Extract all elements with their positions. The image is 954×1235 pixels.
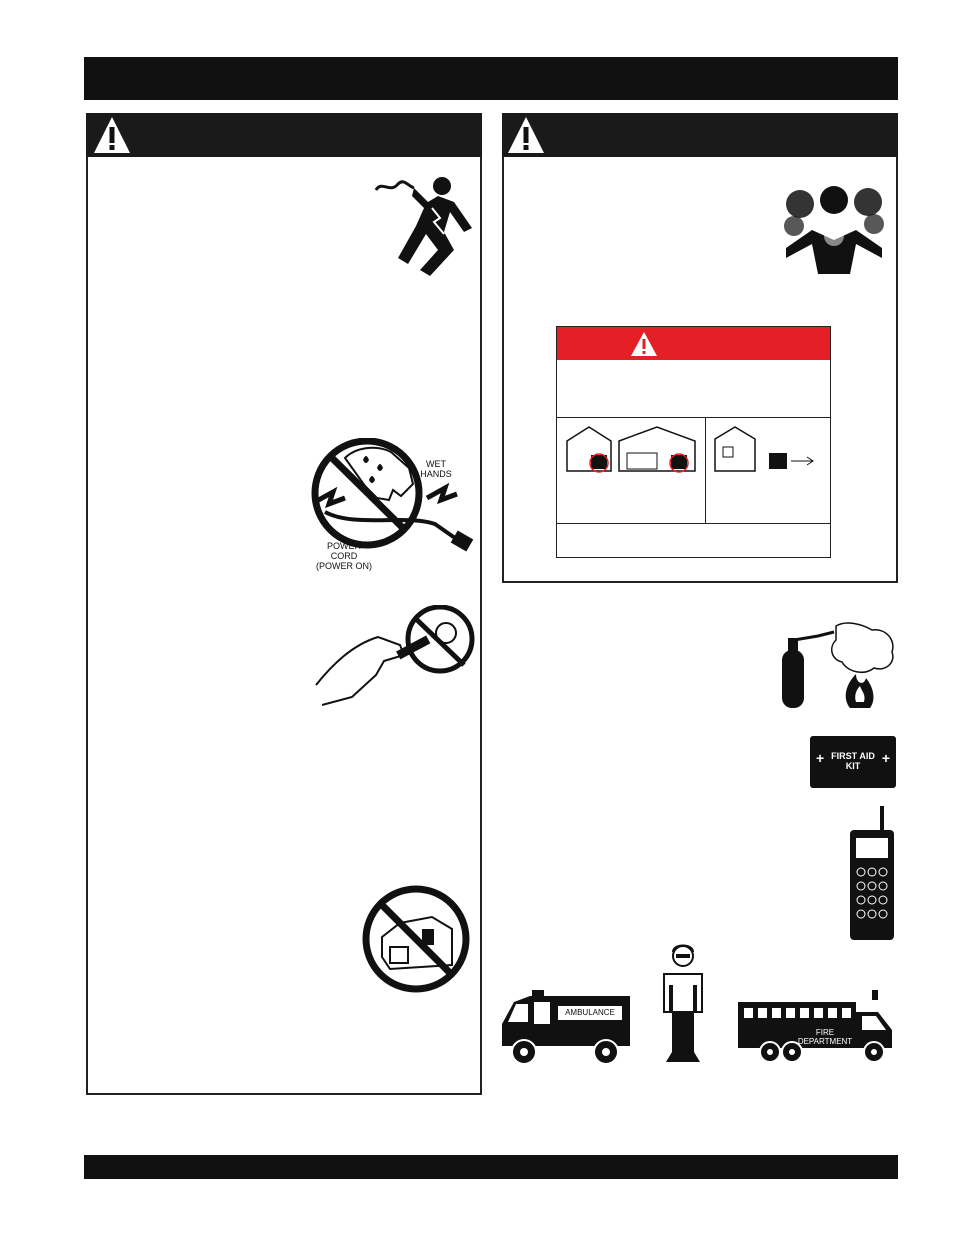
danger-label-divider-mid (705, 417, 706, 523)
fire-truck-icon (736, 988, 896, 1066)
danger-label (556, 326, 831, 558)
first-aid-kit-label: FIRST AID KIT (831, 751, 875, 771)
no-backfeed-house-icon (360, 883, 472, 995)
warning-triangle-icon (629, 330, 659, 358)
carbon-monoxide-icon (782, 182, 886, 274)
top-header-bar (84, 57, 898, 100)
bottom-footer-bar (84, 1155, 898, 1179)
danger-label-header (557, 327, 830, 360)
fire-extinguisher-icon (776, 622, 898, 712)
power-cord-label: POWER CORD (POWER ON) (316, 541, 372, 571)
fire-department-label: FIRE DEPARTMENT (797, 1028, 853, 1046)
cell-phone-icon (848, 806, 896, 942)
emergency-worker-icon (660, 940, 706, 1064)
screwdriver-outlet-prohibited-icon (312, 605, 478, 709)
danger-label-divider-bottom (557, 523, 830, 524)
first-aid-kit-icon (810, 736, 896, 788)
indoor-generator-prohibited-icon (563, 423, 701, 473)
right-warning-header (502, 113, 898, 157)
ambulance-label: AMBULANCE (565, 1008, 615, 1017)
plus-icon: + (816, 750, 825, 766)
wet-hands-label: WET HANDS (420, 459, 452, 479)
warning-triangle-icon (504, 113, 548, 157)
electrocution-icon (368, 172, 484, 280)
warning-triangle-icon (90, 113, 134, 157)
outdoor-generator-icon (709, 423, 827, 473)
left-warning-header (86, 113, 482, 157)
danger-label-divider-top (557, 417, 830, 418)
plus-icon: + (881, 750, 890, 766)
ambulance-icon (500, 990, 634, 1066)
